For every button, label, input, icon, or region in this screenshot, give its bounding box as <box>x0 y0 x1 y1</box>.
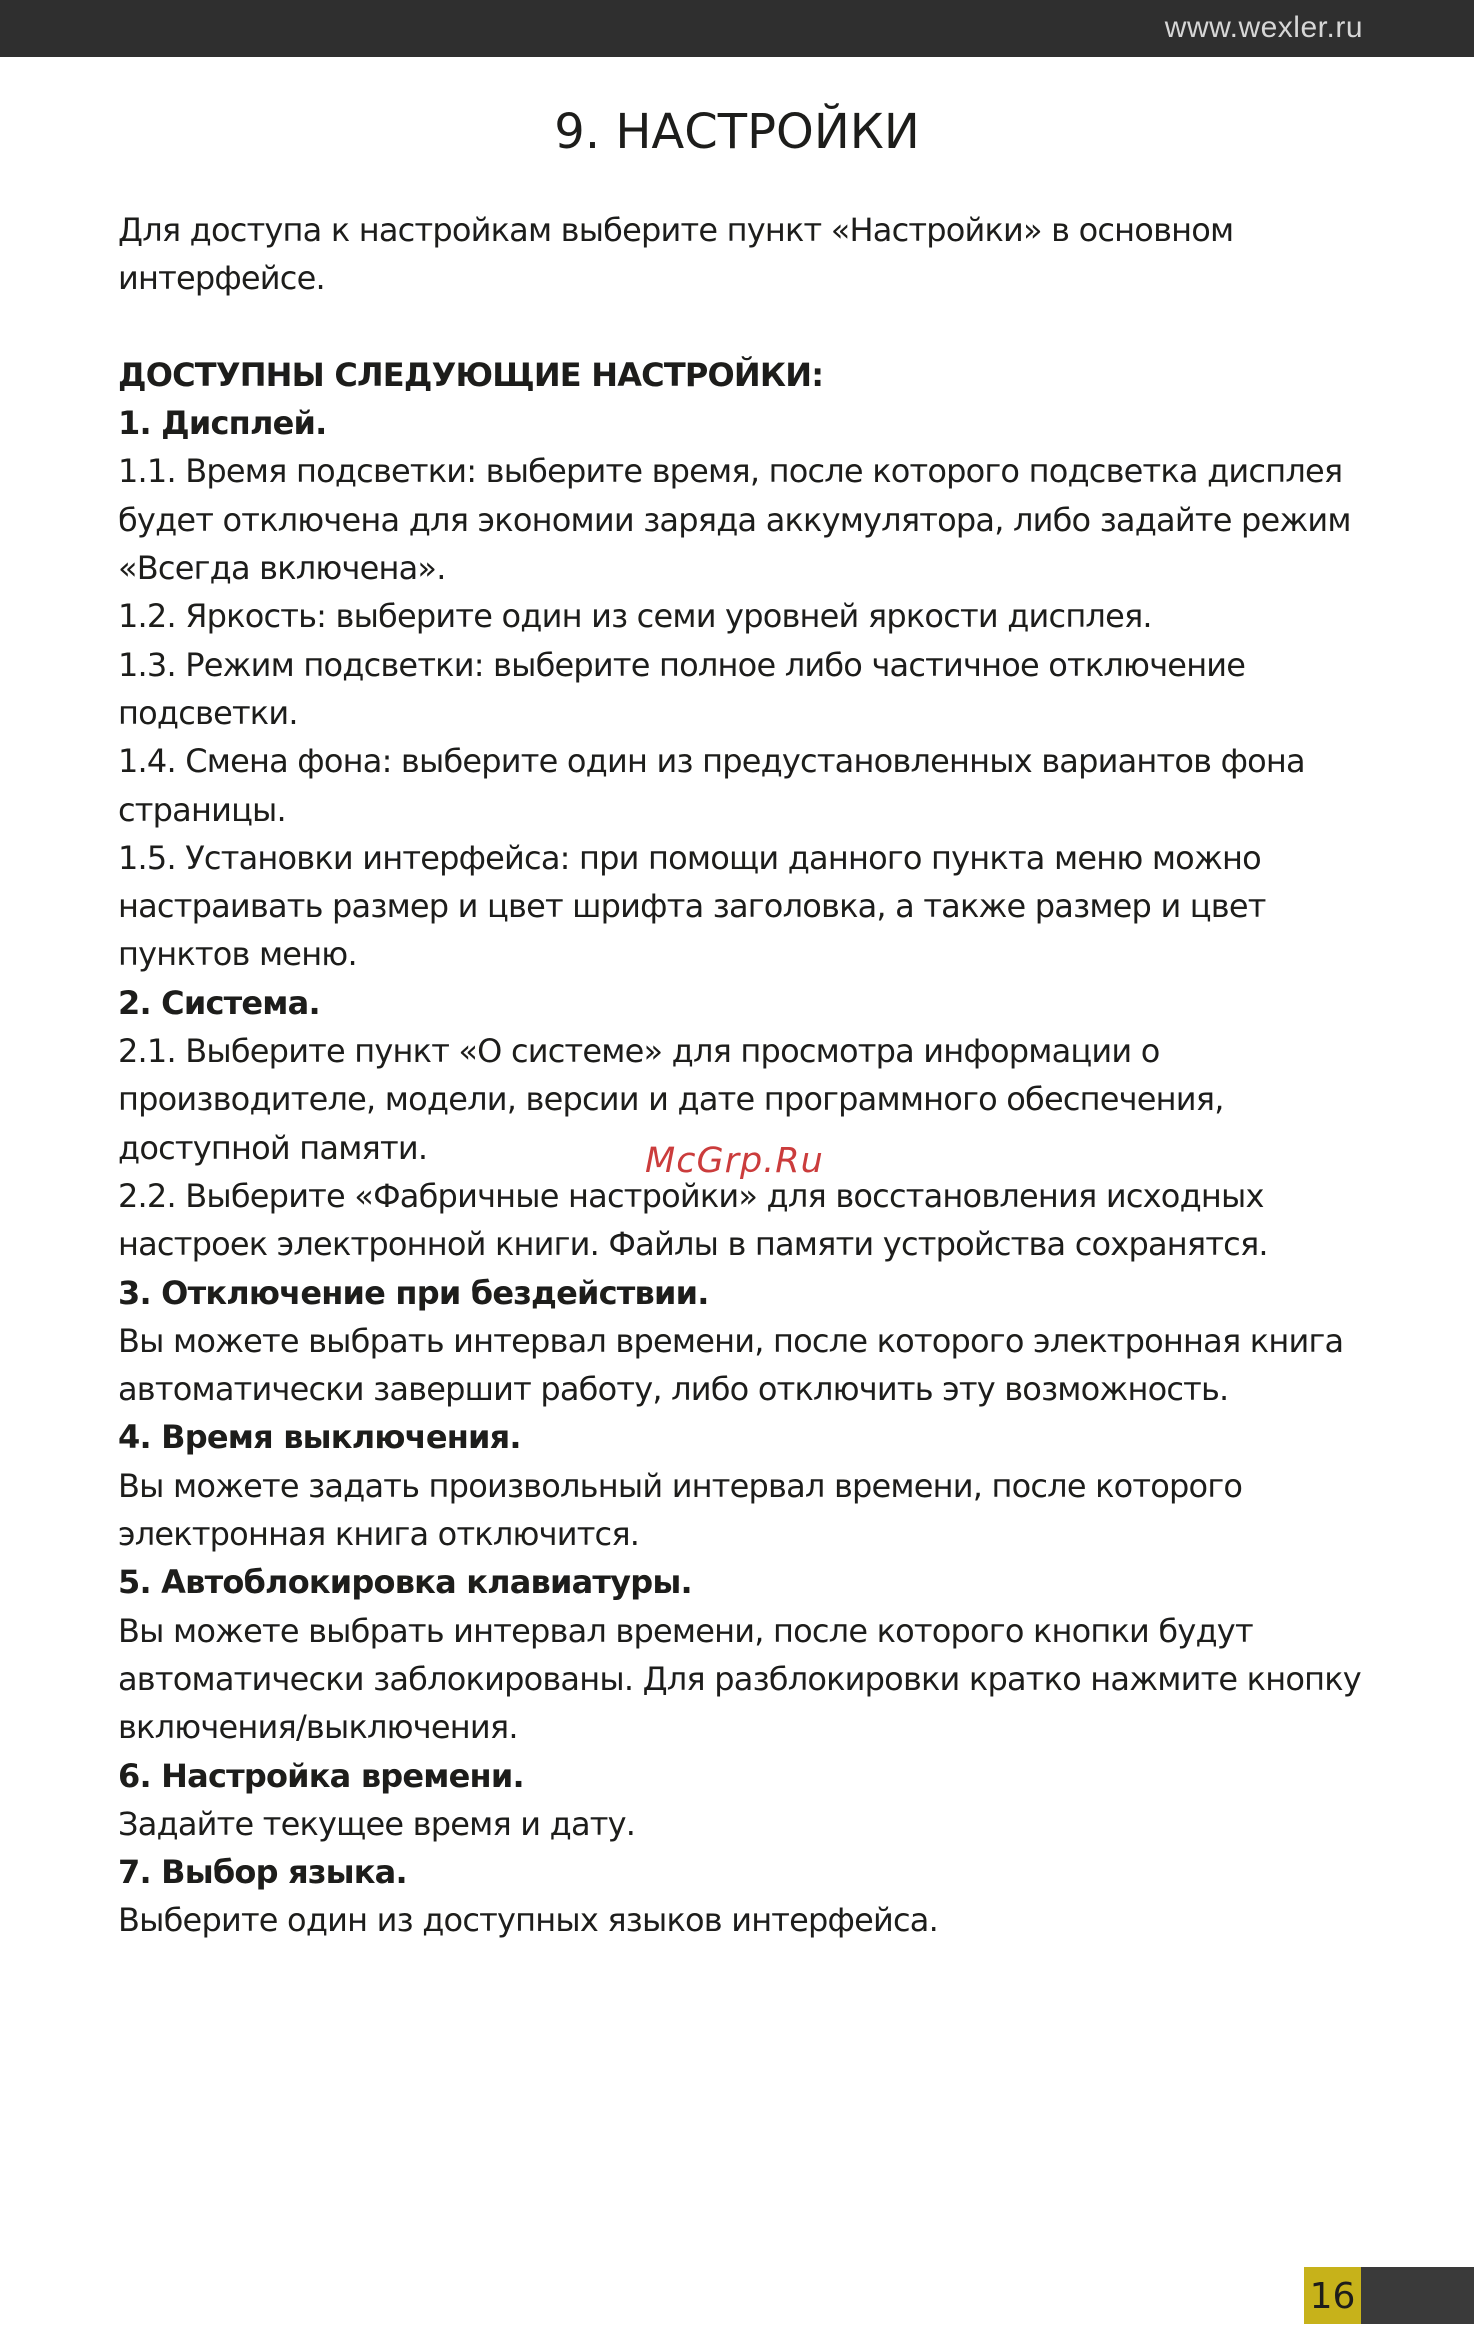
document-body <box>118 206 1378 1945</box>
intro-paragraph: Для доступа к настройкам выберите пункт «Настройки» в основном интерфейсе. <box>118 211 1234 298</box>
section-heading-language: 7. Выбор языка. <box>118 1853 407 1892</box>
section-heading-idle-off: 3. Отключение при бездействии. <box>118 1273 709 1312</box>
section-paragraph: 1.4. Смена фона: выберите один из предустановленных вариантов фона страницы. <box>118 742 1305 829</box>
section-paragraph: 2.2. Выберите «Фабричные настройки» для восстановления исходных настроек электронной книги. Файлы в памяти устройства сохранятся. <box>118 1176 1268 1264</box>
page-number: 16 <box>1304 2267 1361 2324</box>
section-heading-shutdown-time: 4. Время выключения. <box>118 1418 521 1457</box>
page-title: 9. НАСТРОЙКИ <box>554 104 920 160</box>
header-bar <box>0 0 1474 57</box>
section-paragraph: Выберите один из доступных языков интерфейса. <box>118 1901 938 1940</box>
site-url: www.wexler.ru <box>1164 11 1363 44</box>
section-paragraph: Задайте текущее время и дату. <box>118 1804 636 1843</box>
section-paragraph: 1.3. Режим подсветки: выберите полное либо частичное отключение подсветки. <box>118 645 1246 732</box>
section-paragraph: 1.2. Яркость: выберите один из семи уровней яркости дисплея. <box>118 597 1152 636</box>
section-heading-display: 1. Дисплей. <box>118 404 327 443</box>
watermark: McGrp.Ru <box>645 1141 824 1181</box>
sections-heading: ДОСТУПНЫ СЛЕДУЮЩИЕ НАСТРОЙКИ: <box>118 355 824 394</box>
section-heading-system: 2. Система. <box>118 983 320 1022</box>
section-paragraph: Вы можете задать произвольный интервал времени, после которого электронная книга отключится. <box>118 1466 1243 1554</box>
section-paragraph: Вы можете выбрать интервал времени, после которого кнопки будут автоматически заблокированы. Для разблокировки кратко нажмите кнопку включения/выключения. <box>118 1611 1361 1747</box>
paragraph-spacer <box>118 303 1378 351</box>
section-heading-keylock: 5. Автоблокировка клавиатуры. <box>118 1563 692 1602</box>
section-paragraph: 1.1. Время подсветки: выберите время, после которого подсветка дисплея будет отключена для экономии заряда аккумулятора, либо задайте режим «Всегда включена». <box>118 452 1351 588</box>
section-paragraph: 2.1. Выберите пункт «О системе» для просмотра информации о производителе, модели, версии и дате программного обеспечения, доступной памяти. <box>118 1032 1224 1167</box>
section-paragraph: 1.5. Установки интерфейса: при помощи данного пункта меню можно настраивать размер и цвет шрифта заголовка, а также размер и цвет пунктов меню. <box>118 838 1266 974</box>
section-paragraph: Вы можете выбрать интервал времени, после которого электронная книга автоматически завершит работу, либо отключить эту возможность. <box>118 1321 1344 1409</box>
section-heading-time-setting: 6. Настройка времени. <box>118 1756 524 1795</box>
